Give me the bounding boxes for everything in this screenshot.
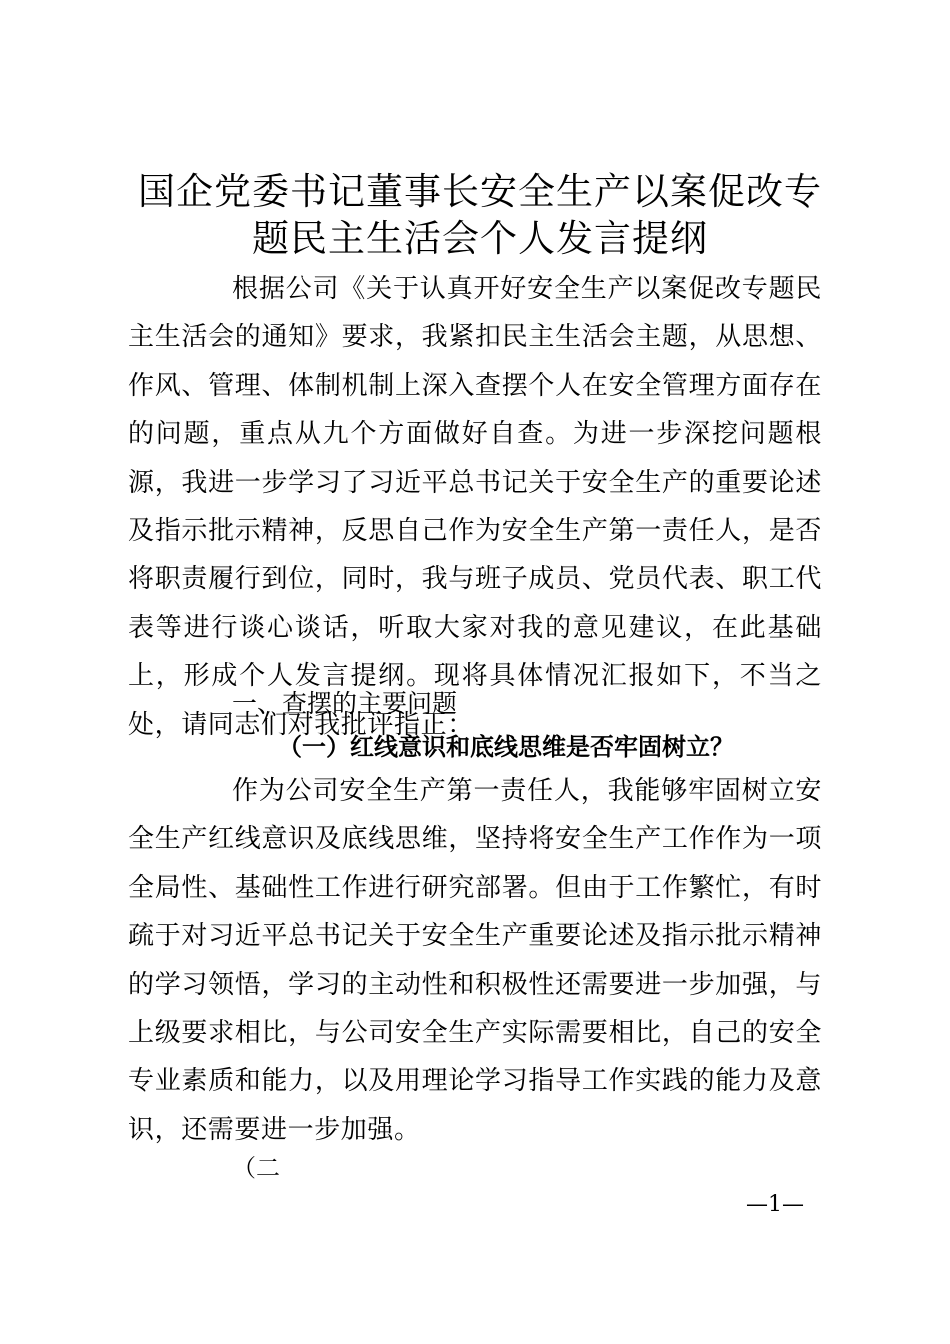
intro-paragraph: 根据公司《关于认真开好安全生产以案促改专题民主生活会的通知》要求，我紧扣民主生活会主题，从思想、作风、管理、体制机制上深入查摆个人在安全管理方面存在的问题，重点从九个方面做好自查。为进一步深挖问题根源，我进一步学习了习近平总书记关于安全生产的重要论述及指示批示精神，反思自己作为安全生产第一责任人，是否将职责履行到位，同时，我与班子成员、党员代表、职工代表等进行谈心谈话，听取大家对我的意见建议，在此基础上，形成个人发言提纲。现将具体情况汇报如下，不当之处，请同志们对我批评指正： (128, 274, 822, 740)
section-heading: 一、查摆的主要问题 (232, 689, 458, 718)
subsection-paragraph: 作为公司安全生产第一责任人，我能够牢固树立安全生产红线意识及底线思维，坚持将安全生产工作作为一项全局性、基础性工作进行研究部署。但由于工作繁忙，有时疏于对习近平总书记关于安全生产重要论述及指示批示精神的学习领悟，学习的主动性和积极性还需要进一步加强，与上级要求相比，与公司安全生产实际需要相比，自己的安全专业素质和能力，以及用理论学习指导工作实践的能力及意识，还需要进一步加强。 (128, 776, 822, 1145)
subsection-heading: （一）红线意识和底线思维是否牢固树立？ (278, 732, 734, 761)
page-number: —1— (746, 1192, 804, 1217)
document-title: 国企党委书记董事长安全生产以案促改专题民主生活会个人发言提纲 (138, 170, 822, 260)
truncated-next-heading: （二 (232, 1154, 280, 1182)
